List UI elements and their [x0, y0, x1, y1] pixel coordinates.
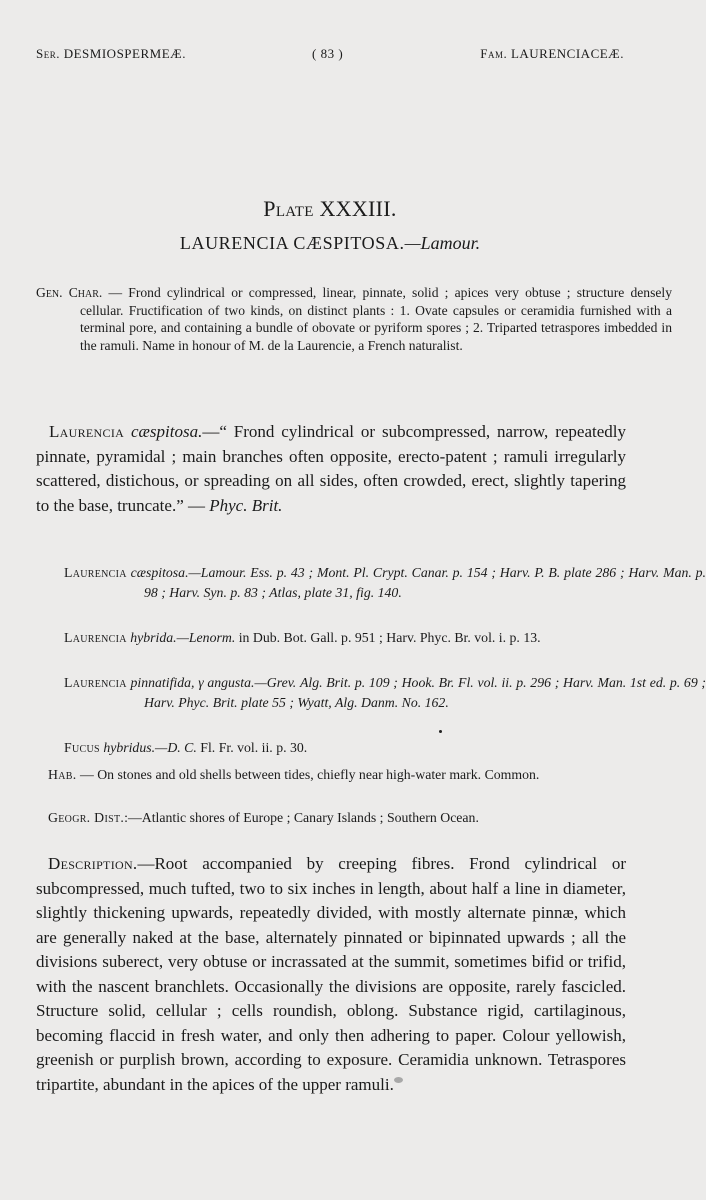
species-name: LAURENCIA CÆSPITOSA.: [179, 233, 405, 253]
synonym-genus: Laurencia: [64, 630, 127, 645]
synonym-genus: Laurencia: [64, 565, 127, 580]
running-header: [36, 46, 624, 64]
description: [36, 852, 626, 1097]
synonym-name: pinnatifida, γ angusta.—Grev.: [130, 675, 297, 690]
species-author: —Lamour.: [404, 233, 481, 253]
synonym-refs: Alg. Brit. p. 109 ; Hook. Br. Fl. vol. ii. p. 296 ; Harv. Man. 1st ed. p. 69 ; Harv. Phyc. Brit. plate 55 ; Wyatt, Alg. Danm. No. 162.: [144, 675, 706, 710]
synonym-refs: in Dub. Bot. Gall. p. 951 ; Harv. Phyc. Br. vol. i. p. 13.: [238, 630, 541, 645]
synonym-entry: [64, 738, 706, 758]
habitat: [48, 765, 628, 785]
habitat-label: Hab.: [48, 767, 77, 782]
species-title: [0, 233, 660, 254]
gen-char-label: Gen. Char.: [36, 285, 103, 300]
diagnosis-genus: Laurencia: [49, 422, 125, 441]
geography-text: :—Atlantic shores of Europe ; Canary Islands ; Southern Ocean.: [124, 810, 479, 825]
header-series: Ser. DESMIOSPERMEÆ.: [36, 46, 186, 61]
species-diagnosis: [36, 420, 626, 518]
synonym-entry: [64, 673, 706, 712]
page-number: ( 83 ): [312, 46, 344, 61]
synonym-refs: Fl. Fr. vol. ii. p. 30.: [200, 740, 308, 755]
plate-title: Plate XXXIII.: [263, 196, 397, 221]
gen-char-text: — Frond cylindrical or compressed, linear, pinnate, solid ; apices very obtuse ; structure densely cellular. Fructification of two kinds, on distinct plants : 1. Ovate capsules or ceramidia furnished with a terminal pore, and containing a bundle of obovate or pyriform spores ; 2. Triparted tetraspores imbedded in the ramuli. Name in honour of M. de la Laurencie, a French naturalist.: [80, 285, 672, 353]
synonym-refs: Ess. p. 43 ; Mont. Pl. Crypt. Canar. p. 154 ; Harv. P. B. plate 286 ; Harv. Man. p. 98 ; Harv. Syn. p. 83 ; Atlas, plate 31, fig. 140.: [144, 565, 706, 600]
synonym-name: cæspitosa.—Lamour.: [130, 565, 247, 580]
ink-smudge: [394, 1077, 403, 1083]
header-family: Fam. LAURENCIACEÆ.: [480, 46, 624, 61]
geography-label: Geogr. Dist.: [48, 810, 125, 825]
description-text: —Root accompanied by creeping fibres. Frond cylindrical or subcompressed, much tufted, two to six inches in length, about half a line in diameter, slightly thickening upwards, repeatedly divided, with mostly alternate pinnæ, which are generally naked at the base, alternately pinnated or bipinnated upwards ; all the divisions suberect, very obtuse or incrassated at the summit, sometimes bifid or trifid, with the nascent branchlets. Occasionally the divisions are opposite, rarely fascicled. Structure solid, cellular ; cells roundish, oblong. Substance rigid, cartilaginous, becoming flaccid in fresh water, and only then adhering to paper. Colour yellowish, greenish or purplish brown, according to exposure. Ceramidia unknown. Tetraspores tripartite, abundant in the apices of the upper ramuli.: [36, 854, 626, 1094]
ink-speck: [439, 730, 442, 733]
synonym-entry: [64, 563, 706, 602]
synonym-entry: [64, 628, 706, 648]
habitat-text: — On stones and old shells between tides, chiefly near high-water mark. Common.: [79, 767, 540, 782]
synonym-genus: Laurencia: [64, 675, 127, 690]
description-label: Description.: [48, 854, 138, 873]
diagnosis-species: cæspitosa.: [131, 422, 203, 441]
synonym-name: hybrida.—Lenorm.: [130, 630, 236, 645]
diagnosis-source: Phyc. Brit.: [209, 495, 283, 515]
synonym-genus: Fucus: [64, 740, 100, 755]
geographic-distribution: [48, 808, 628, 828]
diagnosis-text: —“ Frond cylindrical or subcompressed, narrow, repeatedly pinnate, pyramidal ; main branches often opposite, erecto-patent ; ramuli irregularly scattered, distichous, or spreading on all sides, often crowded, erect, slightly tapering to the base, truncate.” —: [36, 422, 627, 515]
synonym-name: hybridus.—D. C.: [103, 740, 197, 755]
generic-character: [36, 284, 672, 354]
